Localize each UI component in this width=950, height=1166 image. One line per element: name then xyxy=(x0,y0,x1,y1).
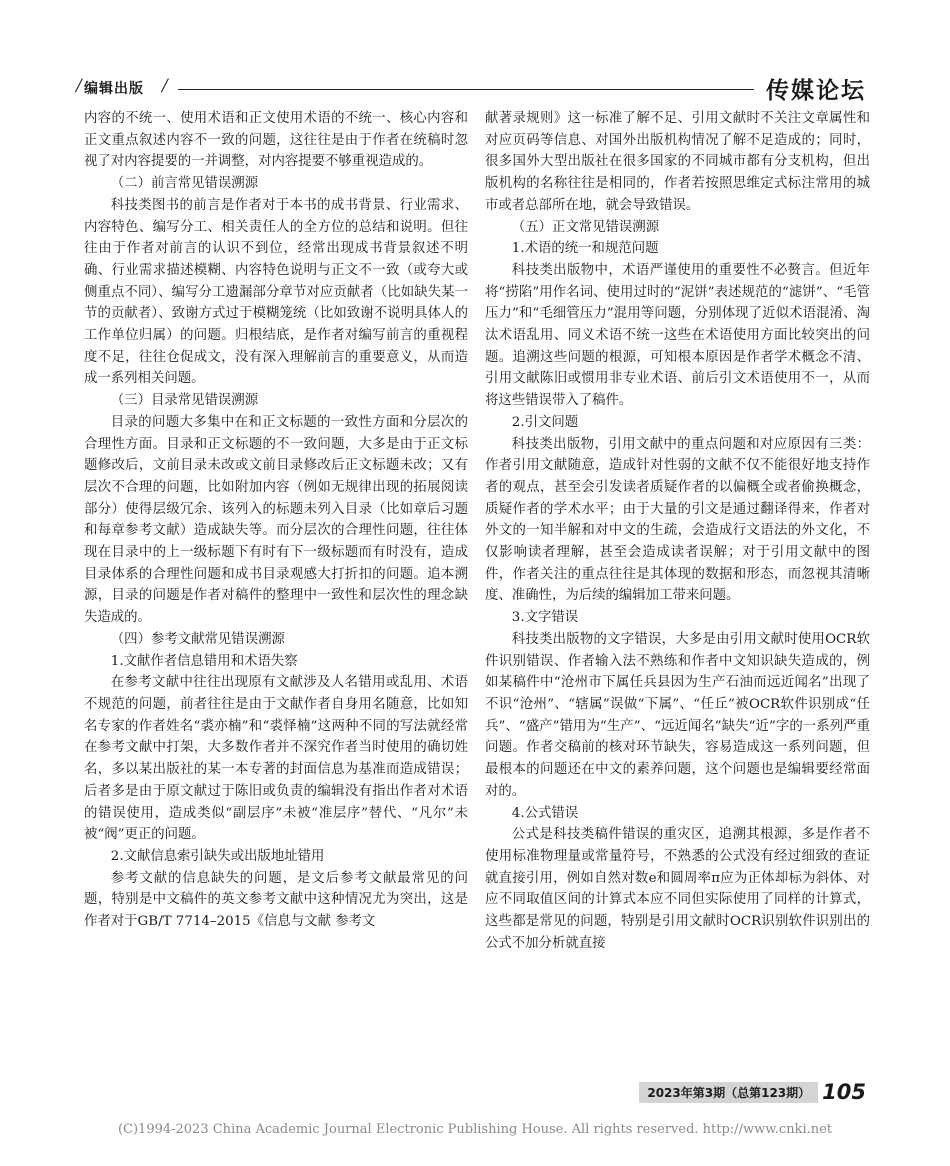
paragraph: 目录的问题大多集中在和正文标题的一致性方面和分层次的合理性方面。目录和正文标题的不一致问题，大多是由于正文标题修改后，文前目录未改或文前目录修改后正文标题未改；又有层次不合理的问题，比如附加内容（例如无规律出现的拓展阅读部分）使得层级冗余、该列入的标题未列入目录（比如章后习题和每章参考文献）造成缺失等。而分层次的合理性问题，往往体现在目录中的上一级标题下有时有下一级标题而有时没有，造成目录体系的合理性问题和成书目录观感大打折扣的问题。追本溯源，目录的问题是作者对稿件的整理中一致性和层次性的理念缺失造成的。 xyxy=(84,414,468,626)
page-number: 105 xyxy=(822,1080,866,1104)
subsection-heading: 2.文献信息索引缺失或出版地址错用 xyxy=(110,848,325,864)
issue-label: 2023年第3期（总第123期） xyxy=(639,1082,818,1103)
section-label: 编辑出版 xyxy=(84,81,144,97)
subsection-heading: 1.术语的统一和规范问题 xyxy=(511,241,659,257)
left-column xyxy=(84,108,468,933)
paragraph: 科技类出版物，引用文献中的重点问题和对应原因有三类：作者引用文献随意，造成针对性弱的文献不仅不能很好地支持作者的观点，甚至会引发读者质疑作者的以偏概全或者偷换概念，质疑作者的学术水平；由于大量的引文是通过翻译得来，作者对外文的一知半解和对中文的生疏，会造成行文语法的外文化，不仅影响读者理解，甚至会造成读者误解；对于引用文献中的图件，作者关注的重点往往是其体现的数据和形态，而忽视其清晰度、准确性，为后续的编辑加工带来问题。 xyxy=(485,436,870,604)
page-header xyxy=(76,70,870,110)
header-slash-right: / xyxy=(162,76,168,96)
header-rule xyxy=(178,89,754,90)
subsection-heading: 3.文字错误 xyxy=(511,610,579,626)
header-slash-left: / xyxy=(76,76,82,96)
paragraph: 在参考文献中往往出现原有文献涉及人名错用或乱用、术语不规范的问题，前者往往是由于文献作者自身用名随意，比如知名专家的作者姓名“裘亦楠”和“裘怿楠”这两种不同的写法就经常在参考文献中打架，大多数作者并不深究作者当时使用的确切姓名，多以某出版社的某一本专著的封面信息为基准而造成错误；后者多是由于原文献过于陈旧或负责的编辑没有指出作者对术语的错误使用，造成类似“副层序”未被“准层序”替代、“凡尔”未被“阀”更正的问题。 xyxy=(84,675,468,843)
subsection-heading: 2.引文问题 xyxy=(511,414,579,430)
right-column xyxy=(485,108,870,954)
journal-title: 传媒论坛 xyxy=(766,78,866,104)
paragraph: 献著录规则》这一标准了解不足、引用文献时不关注文章属性和对应页码等信息、对国外出版机构情况了解不足造成的；同时，很多国外大型出版社在很多国家的不同城市都有分支机构，但出版机构的名称往往是相同的，作者若按照思维定式标注常用的城市或者总部所在地，就会导致错误。 xyxy=(485,111,870,213)
page-footer xyxy=(639,1081,866,1103)
subsection-heading: 1.文献作者信息错用和术语失察 xyxy=(110,653,298,669)
paragraph: 参考文献的信息缺失的问题，是文后参考文献最常见的问题，特别是中文稿件的英文参考文献中这种情况尤为突出，这是作者对于GB/T 7714–2015《信息与文献 参考文 xyxy=(84,870,468,930)
paragraph: 科技类出版物中，术语严谨使用的重要性不必赘言。但近年将“捞陷”用作名词、使用过时的“泥饼”表述规范的“滤饼”、“毛管压力”和“毛细管压力”混用等问题，分别体现了近似术语混淆、淘汰术语乱用、同义术语不统一这些在术语使用方面比较突出的问题。追溯这些问题的根源，可知根本原因是作者学术概念不清、引用文献陈旧或惯用非专业术语、前后引文术语使用不一，从而将这些错误带入了稿件。 xyxy=(485,262,870,409)
subsection-heading: 4.公式错误 xyxy=(511,805,579,821)
section-heading: （二）前言常见错误溯源 xyxy=(110,176,259,192)
paragraph: 科技类图书的前言是作者对于本书的成书背景、行业需求、内容特色、编写分工、相关责任人的全方位的总结和说明。但往往由于作者对前言的认识不到位，经常出现成书背景叙述不明确、行业需求描述模糊、内容特色说明与正文不一致（或夸大或侧重点不同）、编写分工遗漏部分章节对应贡献者（比如缺失某一节的贡献者）、致谢方式过于模糊笼统（比如致谢不说明具体人的工作单位归属）的问题。归根结底，是作者对编写前言的重视程度不足，往往仓促成文，没有深入理解前言的重要意义，从而造成一系列相关问题。 xyxy=(84,197,468,387)
section-heading: （五）正文常见错误溯源 xyxy=(511,219,660,235)
section-heading: （四）参考文献常见错误溯源 xyxy=(110,631,285,647)
paragraph: 公式是科技类稿件错误的重灾区，追溯其根源，多是作者不使用标准物理量或常量符号，不熟悉的公式没有经过细致的查证就直接引用，例如自然对数e和圆周率π应为正体却标为斜体、对应不同取值区间的计算式本应不同但实际使用了同样的计算式，这些都是常见的问题，特别是引用文献时OCR识别软件识别出的公式不加分析就直接 xyxy=(485,827,870,951)
copyright-notice: (C)1994-2023 China Academic Journal Electronic Publishing House. All rights reserved. http://www.cnki.net xyxy=(117,1122,833,1137)
paragraph: 科技类出版物的文字错误，大多是由引用文献时使用OCR软件识别错误、作者输入法不熟练和作者中文知识缺失造成的，例如某稿件中“沧州市下属任兵县因为生产石油而远近闻名”出现了不识“沧州”、“辖属”误做“下属”、“任丘”被OCR软件识别成“任兵”、“盛产”错用为“生产”、“远近闻名”缺失“近”字的一系列严重问题。作者交稿前的核对环节缺失，容易造成这一系列问题，但最根本的问题还在中文的素养问题，这个问题也是编辑要经常面对的。 xyxy=(485,631,870,799)
section-heading: （三）目录常见错误溯源 xyxy=(110,393,259,409)
paragraph: 内容的不统一、使用术语和正文使用术语的不统一、核心内容和正文重点叙述内容不一致的问题，这往往是由于作者在统稿时忽视了对内容提要的一并调整，对内容提要不够重视造成的。 xyxy=(84,111,468,170)
